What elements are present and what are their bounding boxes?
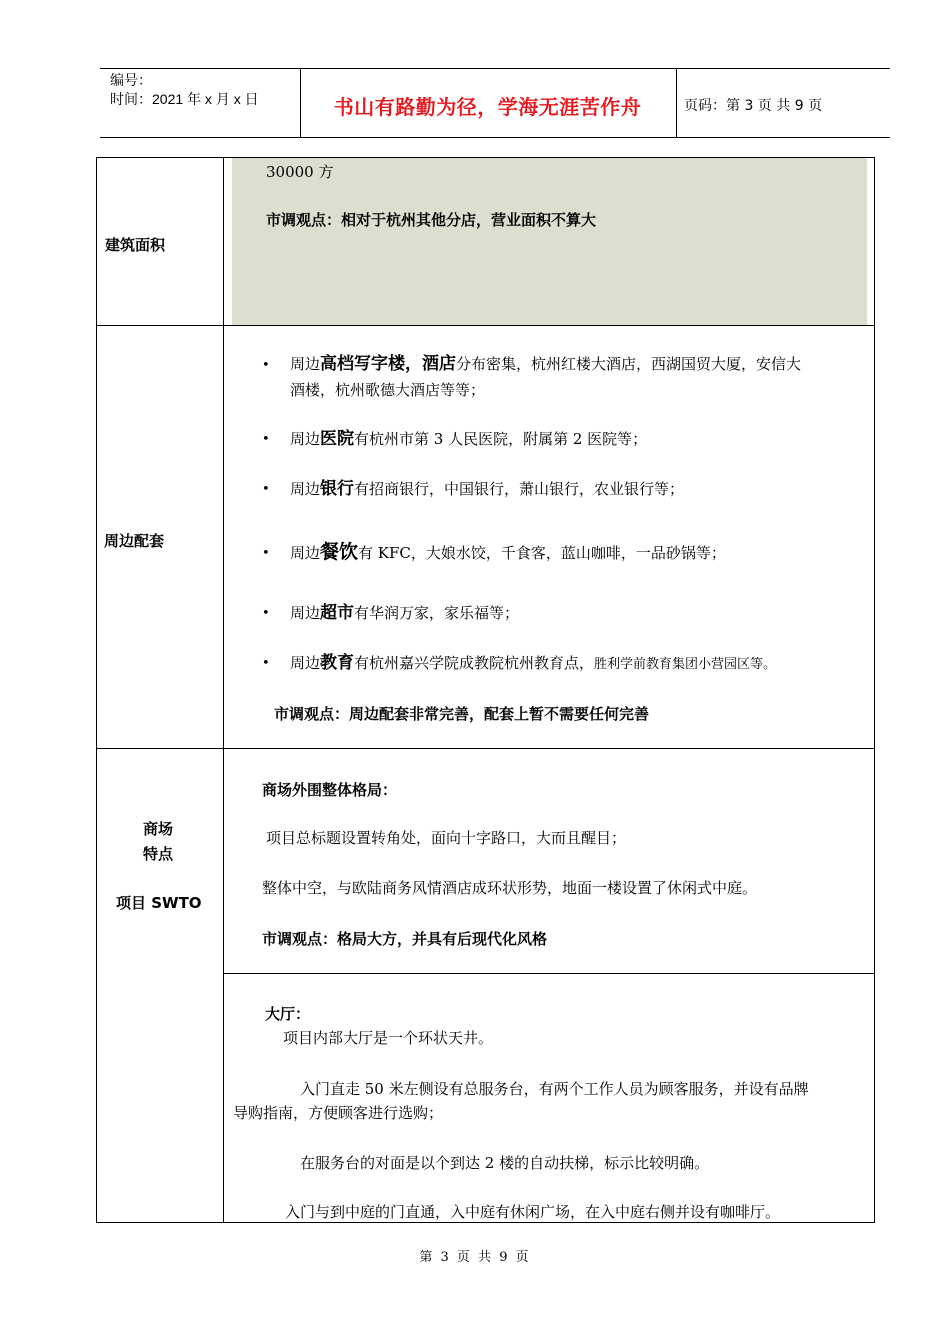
header-meta — [110, 71, 259, 109]
area-label: 建筑面积 — [105, 236, 166, 254]
exterior-p1: 项目总标题设置转角处，面向十字路口，大而且醒目； — [266, 829, 627, 847]
header-motto: 书山有路勤为径，学海无涯苦作舟 — [333, 95, 642, 119]
page-footer: 第 3 页 共 9 页 — [419, 1250, 531, 1265]
facility-item: 周边高档写字楼，酒店分布密集，杭州红楼大酒店，西湖国贸大厦，安信大 — [290, 354, 802, 374]
bullet-icon: • — [262, 606, 270, 621]
features-label-line1: 商场 — [143, 820, 174, 838]
exterior-opinion: 市调观点：格局大方，并具有后现代化风格 — [262, 930, 548, 948]
date-label: 时间：2021 年 x 月 x 日 — [110, 91, 259, 107]
page-header — [100, 68, 890, 138]
row-divider — [96, 325, 875, 326]
lobby-p1: 项目内部大厅是一个环状天井。 — [283, 1029, 494, 1047]
survey-table — [96, 157, 875, 1223]
header-divider — [676, 69, 677, 137]
facility-item: 周边餐饮有 KFC，大娘水饺，千食客，蓝山咖啡，一品砂锅等； — [290, 541, 726, 563]
lobby-p2a: 入门直走 50 米左侧设有总服务台，有两个工作人员为顾客服务，并设有品牌 — [300, 1080, 809, 1098]
row-divider — [96, 748, 875, 749]
features-label-line2: 特点 — [143, 845, 174, 863]
facility-item: 周边教育有杭州嘉兴学院成教院杭州教育点，胜利学前教育集团小营园区等。 — [290, 653, 777, 673]
serial-label: 编号： — [110, 72, 152, 88]
facility-item: 周边医院有杭州市第 3 人民医院，附属第 2 医院等； — [290, 429, 648, 449]
bullet-icon: • — [262, 656, 270, 671]
facilities-opinion: 市调观点：周边配套非常完善，配套上暂不需要任何完善 — [274, 705, 650, 723]
bullet-icon: • — [262, 358, 270, 373]
area-value: 30000 方 — [266, 163, 334, 181]
facility-item: 周边银行有招商银行，中国银行，萧山银行，农业银行等； — [290, 479, 685, 499]
header-page-label: 页码：第 3 页 共 9 页 — [684, 98, 823, 114]
lobby-p2b: 导购指南，方便顾客进行选购； — [233, 1104, 444, 1122]
bullet-icon: • — [262, 546, 270, 561]
facility-item: 周边超市有华润万家，家乐福等； — [290, 603, 520, 623]
bullet-icon: • — [262, 432, 270, 447]
exterior-title: 商场外围整体格局： — [262, 781, 398, 799]
lobby-title: 大厅： — [265, 1005, 311, 1023]
row-divider — [223, 973, 875, 974]
exterior-p2: 整体中空，与欧陆商务风情酒店成环状形势，地面一楼设置了休闲式中庭。 — [262, 879, 758, 897]
facility-item-cont: 酒楼，杭州歌德大酒店等等； — [290, 381, 486, 399]
bullet-icon: • — [262, 482, 270, 497]
area-opinion: 市调观点：相对于杭州其他分店，营业面积不算大 — [266, 211, 597, 229]
facilities-label: 周边配套 — [104, 532, 165, 550]
features-label-line3: 项目 SWTO — [116, 894, 202, 912]
lobby-p4: 入门与到中庭的门直通，入中庭有休闲广场，在入中庭右侧并设有咖啡厅。 — [285, 1203, 781, 1221]
lobby-p3: 在服务台的对面是以个到达 2 楼的自动扶梯，标示比较明确。 — [300, 1154, 710, 1172]
column-divider — [223, 157, 224, 1223]
